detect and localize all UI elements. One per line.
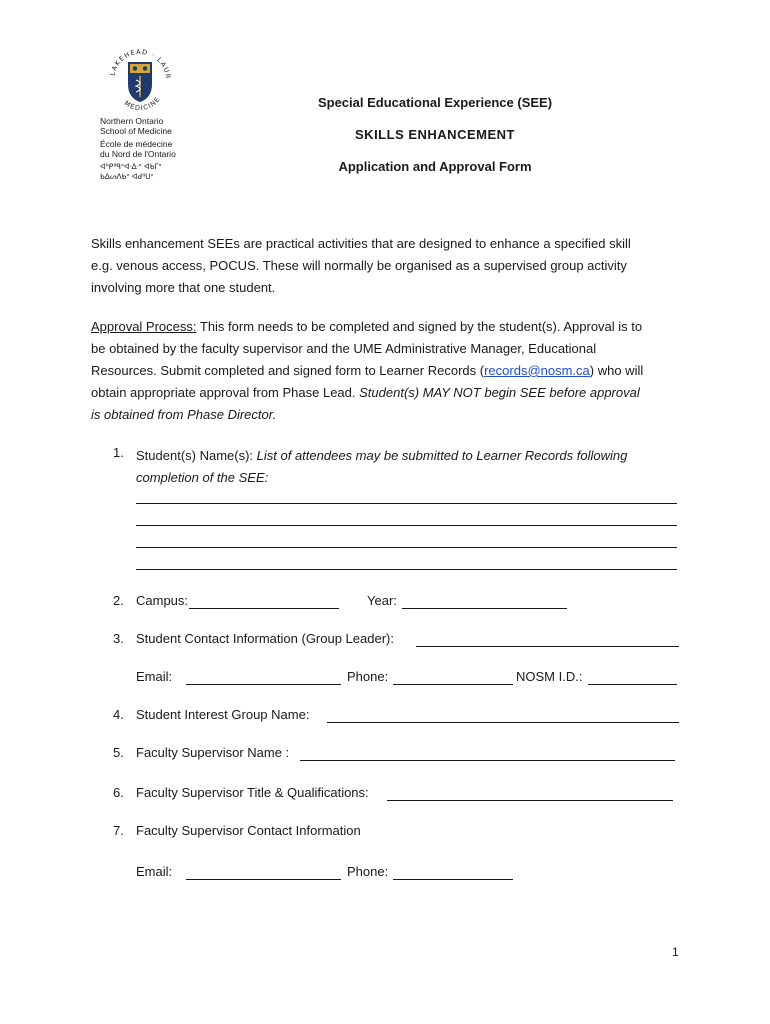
approval-line: be obtained by the faculty supervisor and the UME Administrative Manager, Educational <box>91 341 597 356</box>
year-field[interactable] <box>402 608 567 609</box>
student-contact-label: Student Contact Information (Group Leader): <box>136 631 394 646</box>
student-phone-label: Phone: <box>347 669 389 684</box>
approval-line <box>91 360 691 382</box>
school-name-fr-line1: École de médecine <box>100 139 173 149</box>
student-name-line[interactable] <box>136 569 677 570</box>
faculty-email-label: Email: <box>136 864 173 879</box>
form-name: Application and Approval Form <box>338 159 532 174</box>
faculty-title-label: Faculty Supervisor Title & Qualifications: <box>136 785 369 800</box>
approval-line <box>91 316 691 338</box>
student-name-line[interactable] <box>136 503 677 504</box>
approval-text: This form needs to be completed and signed by the student(s). Approval is to <box>196 319 643 334</box>
approval-paragraph <box>91 316 691 426</box>
intro-line: involving more that one student. <box>91 280 276 295</box>
faculty-phone-field[interactable] <box>393 879 513 880</box>
faculty-phone-label: Phone: <box>347 864 389 879</box>
school-name-syllabics-line1: ᐊᐦᑭᐦᑫᐤᐊᐧᐃᐧᐣ ᐊᑲᒥᐤ <box>100 162 162 171</box>
item-number: 1. <box>113 445 124 460</box>
student-email-field[interactable] <box>186 684 341 685</box>
campus-label: Campus: <box>136 593 189 608</box>
campus-field[interactable] <box>189 608 339 609</box>
item-number: 2. <box>113 593 124 608</box>
item-number: 7. <box>113 823 124 838</box>
student-names-label <box>136 445 696 489</box>
intro-line: e.g. venous access, POCUS. These will normally be organised as a supervised group activity <box>91 258 627 273</box>
nosm-id-label: NOSM I.D.: <box>516 669 583 684</box>
faculty-supervisor-name-label: Faculty Supervisor Name : <box>136 745 290 760</box>
nosm-logo <box>100 42 180 114</box>
nosm-id-field[interactable] <box>588 684 677 685</box>
intro-line: Skills enhancement SEEs are practical activities that are designed to enhance a specified skill <box>91 236 631 251</box>
student-name-line[interactable] <box>136 525 677 526</box>
faculty-title-field[interactable] <box>387 800 673 801</box>
approval-text: Resources. Submit completed and signed form to Learner Records ( <box>91 363 485 378</box>
item-number: 3. <box>113 631 124 646</box>
intro-paragraph <box>91 233 691 299</box>
school-name-fr-line2: du Nord de l'Ontario <box>100 149 176 159</box>
interest-group-label: Student Interest Group Name: <box>136 707 310 722</box>
nosm-crest-icon <box>100 42 180 114</box>
approval-line <box>91 382 691 404</box>
item-number: 4. <box>113 707 124 722</box>
school-name-en-line2: School of Medicine <box>100 126 172 136</box>
approval-line <box>91 404 691 426</box>
student-names-note: List of attendees may be submitted to Learner Records following <box>256 448 628 463</box>
item-number: 6. <box>113 785 124 800</box>
faculty-supervisor-name-field[interactable] <box>300 760 675 761</box>
student-phone-field[interactable] <box>393 684 513 685</box>
logo-school-name <box>100 116 176 182</box>
records-email-link[interactable]: records@nosm.ca <box>484 363 590 378</box>
student-contact-field[interactable] <box>416 646 679 647</box>
student-names-note: completion of the SEE: <box>136 470 269 485</box>
item-number: 5. <box>113 745 124 760</box>
approval-warning: is obtained from Phase Director. <box>91 407 277 422</box>
approval-warning: Student(s) MAY NOT begin SEE before approval <box>359 385 640 400</box>
svg-text:MEDICINE: MEDICINE <box>122 94 163 113</box>
document-title: Special Educational Experience (SEE) <box>317 95 553 110</box>
svg-text:LAKEHEAD · LAURENTIAN: LAKEHEAD · LAUR <box>108 47 173 81</box>
school-name-en-line1: Northern Ontario <box>100 116 164 126</box>
faculty-contact-label: Faculty Supervisor Contact Information <box>136 823 361 838</box>
faculty-email-field[interactable] <box>186 879 341 880</box>
approval-label: Approval Process: <box>91 319 197 334</box>
school-name-syllabics-line2: ᑲᐃᔕᐱᑲᐣ ᐊᑯᐦᑌᐢ <box>100 172 154 181</box>
document-subtitle: SKILLS ENHANCEMENT <box>355 127 515 142</box>
interest-group-field[interactable] <box>327 722 679 723</box>
student-name-line[interactable] <box>136 547 677 548</box>
student-email-label: Email: <box>136 669 173 684</box>
approval-text: obtain appropriate approval from Phase Lead. <box>91 385 360 400</box>
year-label: Year: <box>367 593 397 608</box>
approval-text: ) who will <box>589 363 644 378</box>
page-number: 1 <box>672 945 679 959</box>
student-names-label-text: Student(s) Name(s): <box>136 448 257 463</box>
